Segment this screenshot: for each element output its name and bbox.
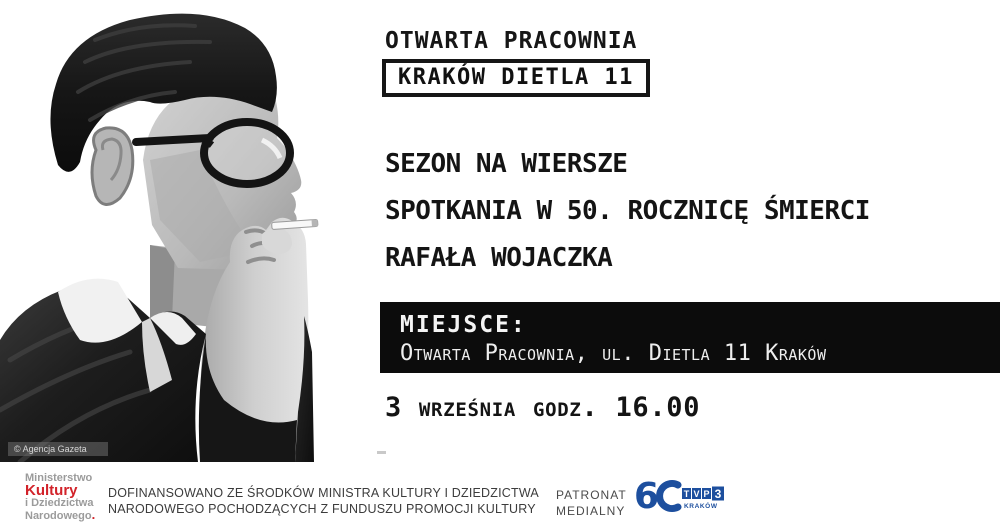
- portrait-photo: [0, 0, 330, 462]
- ministry-logo-red-dot: .: [91, 507, 96, 522]
- ministry-logo-line-4: Narodowego.: [25, 507, 96, 522]
- venue-label: MIEJSCE:: [400, 312, 527, 338]
- tvp-60-zero-swoosh: [660, 484, 678, 509]
- tvp-60-six: 6: [634, 477, 660, 517]
- footer: [0, 462, 1000, 523]
- svg-text:T: T: [683, 489, 690, 499]
- tvp-city-label: KRAKÓW: [684, 503, 718, 510]
- funding-statement: [108, 485, 539, 517]
- venue-bar: [380, 302, 1000, 373]
- svg-text:V: V: [693, 489, 700, 499]
- svg-text:3: 3: [714, 487, 722, 501]
- funding-statement-line-1: DOFINANSOWANO ZE ŚRODKÓW MINISTRA KULTURY I DZIEDZICTWA: [108, 486, 539, 500]
- ministry-logo-line-3: i Dziedzictwa: [25, 497, 94, 509]
- portrait-photo-illustration: [0, 0, 330, 462]
- event-title-line-1: SEZON NA WIERSZE: [385, 149, 628, 179]
- funding-statement-line-2: NARODOWEGO POCHODZĄCYCH Z FUNDUSZU PROMOCJI KULTURY: [108, 502, 536, 516]
- media-patronage-line-1: PATRONAT: [556, 488, 627, 502]
- tvp3-krakow-60-logo: [634, 477, 724, 519]
- tvp3-wordmark: [682, 487, 724, 502]
- stray-dash-artifact: [377, 451, 386, 454]
- event-datetime: 3 września godz. 16.00: [385, 392, 701, 423]
- photo-credit-watermark: © Agencja Gazeta: [14, 444, 87, 454]
- ministry-logo-line-1: Ministerstwo: [25, 472, 93, 484]
- ministry-of-culture-logo: [25, 472, 95, 522]
- event-title-line-3: RAFAŁA WOJACZKA: [385, 243, 613, 273]
- event-title: [385, 141, 870, 282]
- address-stamp-box: KRAKÓW DIETLA 11: [382, 59, 650, 97]
- media-patronage-line-2: MEDIALNY: [556, 504, 626, 518]
- media-patronage-label: [556, 487, 627, 519]
- svg-text:P: P: [703, 489, 710, 499]
- event-title-line-2: SPOTKANIA W 50. ROCZNICĘ ŚMIERCI: [385, 196, 870, 226]
- studio-name: OTWARTA PRACOWNIA: [385, 28, 638, 54]
- ministry-logo-line-2: Kultury: [25, 482, 78, 499]
- venue-address: Otwarta Pracownia, ul. Dietla 11 Kraków: [400, 341, 827, 366]
